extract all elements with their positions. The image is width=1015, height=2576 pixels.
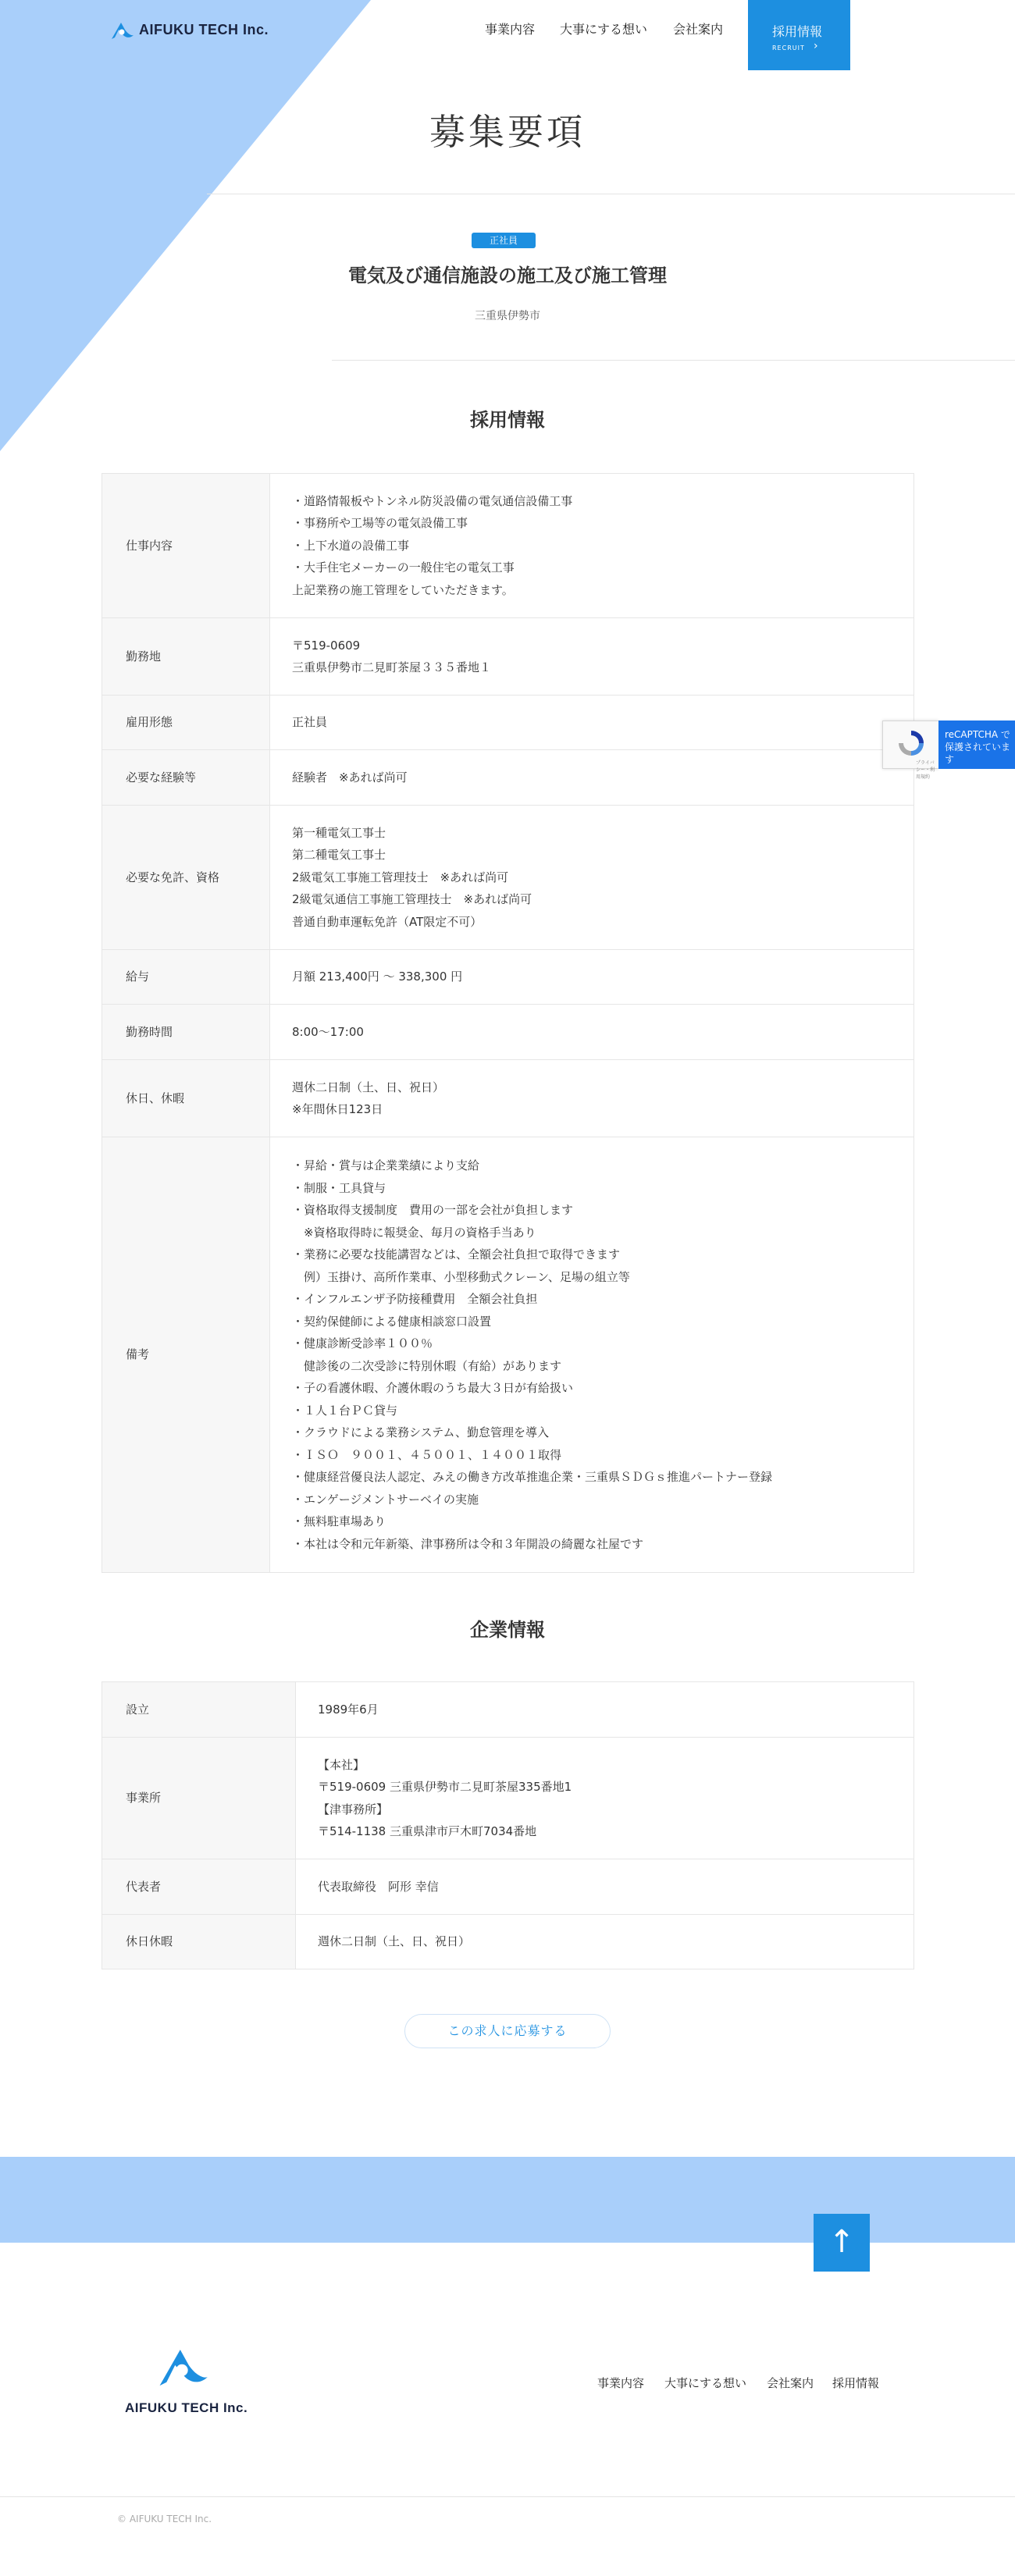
row-line: ・インフルエンザ予防接種費用 全額会社負担 bbox=[292, 1292, 538, 1306]
table-row bbox=[102, 1915, 914, 1969]
job-location: 三重県伊勢市 bbox=[475, 310, 540, 322]
row-line: 2級電気工事施工管理技士 ※あれば尚可 bbox=[292, 870, 509, 884]
table-row bbox=[102, 750, 914, 806]
row-line: ・エンゲージメントサーベイの実施 bbox=[292, 1492, 479, 1507]
row-line: 1989年6月 bbox=[318, 1702, 379, 1717]
row-line: 週休二日制（土、日、祝日） bbox=[318, 1934, 471, 1949]
row-value bbox=[270, 1060, 914, 1137]
footer-nav-recruit[interactable]: 採用情報 bbox=[832, 2376, 880, 2390]
row-value bbox=[270, 750, 914, 806]
recaptcha-icon bbox=[896, 728, 927, 759]
row-line: ・事務所や工場等の電気設備工事 bbox=[292, 516, 468, 531]
row-line: 第二種電気工事士 bbox=[292, 848, 386, 863]
row-line: ・健康診断受診率１００％ bbox=[292, 1336, 433, 1350]
row-value bbox=[270, 806, 914, 950]
row-label: 給与 bbox=[102, 950, 270, 1005]
row-line: 【津事務所】 bbox=[318, 1802, 389, 1816]
recaptcha-small-text: プライバシー・利用規約 bbox=[916, 760, 935, 780]
nav-item-philosophy[interactable]: 大事にする想い bbox=[560, 22, 648, 37]
row-line: 経験者 ※あれば尚可 bbox=[292, 770, 408, 785]
row-value bbox=[270, 950, 914, 1005]
recruit-button[interactable] bbox=[748, 0, 850, 70]
page-title: 募集要項 bbox=[429, 111, 586, 153]
footer-nav-company[interactable]: 会社案内 bbox=[767, 2376, 814, 2390]
row-line: ・１人１台ＰＣ貸与 bbox=[292, 1403, 398, 1418]
row-line: ※年間休日123日 bbox=[292, 1102, 383, 1116]
table-row bbox=[102, 1060, 914, 1137]
job-title: 電気及び通信施設の施工及び施工管理 bbox=[348, 265, 667, 286]
row-line: ・昇給・賞与は企業業績により支給 bbox=[292, 1158, 480, 1172]
row-line: ・資格取得支援制度 費用の一部を会社が負担します bbox=[292, 1203, 574, 1217]
row-label: 休日、休暇 bbox=[102, 1060, 270, 1137]
table-row bbox=[102, 696, 914, 750]
recruit-info-table bbox=[102, 473, 914, 1573]
row-value bbox=[296, 1915, 914, 1969]
row-label: 必要な経験等 bbox=[102, 750, 270, 806]
row-line: 代表取締役 阿形 幸信 bbox=[318, 1879, 439, 1894]
row-line: 例）玉掛け、高所作業車、小型移動式クレーン、足場の組立等 bbox=[292, 1269, 630, 1284]
table-row bbox=[102, 1859, 914, 1915]
row-value bbox=[270, 696, 914, 750]
logo-text[interactable]: AIFUKU TECH Inc. bbox=[139, 22, 269, 37]
row-line: ・契約保健師による健康相談窓口設置 bbox=[292, 1314, 492, 1329]
apply-button[interactable]: この求人に応募する bbox=[404, 2014, 611, 2048]
nav-item-business[interactable]: 事業内容 bbox=[485, 22, 536, 37]
row-value bbox=[270, 1005, 914, 1060]
footer-logo-icon[interactable] bbox=[155, 2343, 209, 2391]
employment-badge: 正社員 bbox=[472, 233, 536, 248]
table-row bbox=[102, 474, 914, 618]
table-row bbox=[102, 950, 914, 1005]
row-line: ・本社は令和元年新築、津事務所は令和３年開設の綺麗な社屋です bbox=[292, 1536, 644, 1551]
page-top-button[interactable]: ↑ bbox=[814, 2214, 870, 2272]
decorative-triangle bbox=[0, 0, 371, 451]
row-line: 健診後の二次受診に特別休暇（有給）があります bbox=[292, 1358, 562, 1373]
footer-nav-philosophy[interactable]: 大事にする想い bbox=[664, 2376, 747, 2390]
copyright: © AIFUKU TECH Inc. bbox=[117, 2514, 212, 2524]
row-line: ・子の看護休暇、介護休暇のうち最大３日が有給扱い bbox=[292, 1381, 574, 1395]
footer-divider bbox=[0, 2496, 1015, 2497]
row-label: 勤務時間 bbox=[102, 1005, 270, 1060]
nav-item-company[interactable]: 会社案内 bbox=[673, 22, 724, 37]
row-line: ・上下水道の設備工事 bbox=[292, 538, 410, 553]
row-label: 事業所 bbox=[102, 1738, 296, 1859]
table-row bbox=[102, 806, 914, 950]
recruit-button-sub: RECRUIT bbox=[772, 44, 805, 52]
recaptcha-label: reCAPTCHA で保護されています bbox=[938, 720, 1015, 769]
table-row bbox=[102, 1738, 914, 1859]
row-line: ・道路情報板やトンネル防災設備の電気通信設備工事 bbox=[292, 493, 573, 508]
table-row bbox=[102, 1137, 914, 1573]
row-line: 上記業務の施工管理をしていただきます。 bbox=[292, 582, 514, 597]
row-line: ・大手住宅メーカーの一般住宅の電気工事 bbox=[292, 560, 515, 575]
row-line: ・クラウドによる業務システム、勤怠管理を導入 bbox=[292, 1425, 549, 1439]
recruit-info-title: 採用情報 bbox=[470, 409, 545, 431]
table-row bbox=[102, 618, 914, 696]
row-line: 〒519-0609 bbox=[292, 638, 361, 653]
row-label: 休日休暇 bbox=[102, 1915, 296, 1969]
recaptcha-badge[interactable] bbox=[882, 720, 1015, 780]
footer-nav-business[interactable]: 事業内容 bbox=[597, 2376, 645, 2390]
row-label: 勤務地 bbox=[102, 618, 270, 696]
row-value bbox=[270, 1137, 914, 1573]
row-value bbox=[296, 1738, 914, 1859]
row-line: 2級電気通信工事施工管理技士 ※あれば尚可 bbox=[292, 892, 532, 907]
row-label: 代表者 bbox=[102, 1859, 296, 1915]
row-line: 第一種電気工事士 bbox=[292, 825, 386, 840]
row-line: 〒519-0609 三重県伊勢市二見町茶屋335番地1 bbox=[318, 1780, 572, 1794]
row-line: ※資格取得時に報奨金、毎月の資格手当あり bbox=[292, 1225, 536, 1240]
logo-icon[interactable] bbox=[109, 20, 134, 41]
row-line: ・業務に必要な技能講習などは、全額会社負担で取得できます bbox=[292, 1247, 621, 1261]
table-row bbox=[102, 1005, 914, 1060]
company-info-table bbox=[102, 1681, 914, 1969]
row-line: 8:00〜17:00 bbox=[292, 1024, 364, 1039]
table-row bbox=[102, 1682, 914, 1738]
row-line: ・無料駐車場あり bbox=[292, 1514, 386, 1528]
row-line: ・ＩＳＯ ９００１、４５００１、１４００１取得 bbox=[292, 1447, 562, 1462]
row-line: 週休二日制（土、日、祝日） bbox=[292, 1080, 445, 1094]
divider bbox=[332, 360, 1015, 361]
company-info-title: 企業情報 bbox=[470, 1619, 545, 1641]
row-value bbox=[296, 1859, 914, 1915]
row-label: 雇用形態 bbox=[102, 696, 270, 750]
row-value bbox=[296, 1682, 914, 1738]
row-line: 普通自動車運転免許（AT限定不可） bbox=[292, 914, 483, 929]
row-line: ・制服・工具貸与 bbox=[292, 1180, 386, 1195]
recruit-button-label: 採用情報 bbox=[772, 24, 823, 39]
row-line: ・健康経営優良法人認定、みえの働き方改革推進企業・三重県ＳＤＧｓ推進パートナー登録 bbox=[292, 1470, 773, 1484]
row-label: 設立 bbox=[102, 1682, 296, 1738]
row-label: 必要な免許、資格 bbox=[102, 806, 270, 950]
footer-logo-text[interactable]: AIFUKU TECH Inc. bbox=[125, 2400, 248, 2415]
row-line: 【本社】 bbox=[318, 1757, 365, 1772]
row-label: 備考 bbox=[102, 1137, 270, 1573]
row-value bbox=[270, 618, 914, 696]
row-line: 正社員 bbox=[292, 715, 328, 730]
row-label: 仕事内容 bbox=[102, 474, 270, 618]
row-line: 〒514-1138 三重県津市戸木町7034番地 bbox=[318, 1824, 537, 1838]
row-line: 月額 213,400円 〜 338,300 円 bbox=[292, 970, 463, 984]
row-value bbox=[270, 474, 914, 618]
recaptcha-logo bbox=[882, 720, 938, 780]
row-line: 三重県伊勢市二見町茶屋３３５番地１ bbox=[292, 660, 492, 674]
chevron-right-icon: › bbox=[814, 40, 818, 52]
